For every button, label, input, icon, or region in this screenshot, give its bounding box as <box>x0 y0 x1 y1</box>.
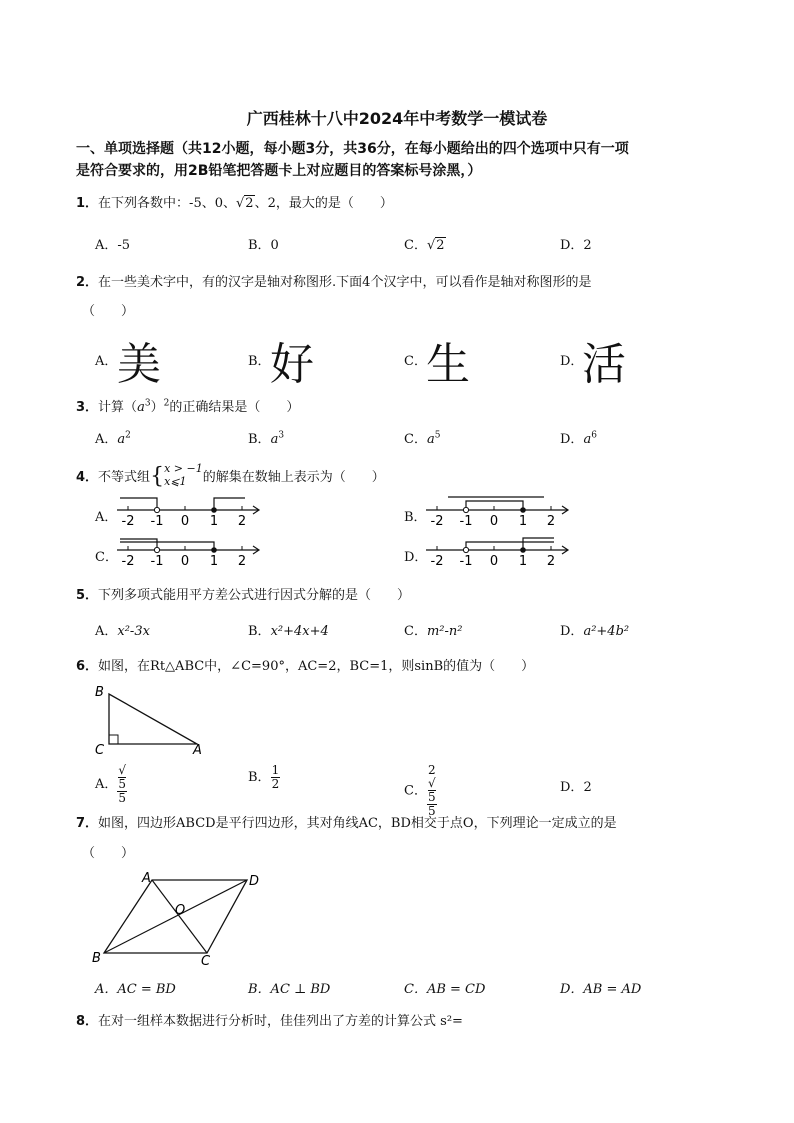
vertex-label: B <box>92 951 101 966</box>
fraction <box>271 764 281 791</box>
variable: a <box>426 432 435 447</box>
vertex-label: C <box>95 743 105 758</box>
q5-option-a[interactable] <box>95 620 150 639</box>
q1-option-c[interactable]: C．√2 <box>404 238 445 253</box>
q4-number-line-a[interactable] <box>115 494 265 528</box>
variable: a <box>117 432 126 447</box>
question-text: 计算（ <box>98 400 138 415</box>
question-2 <box>76 271 591 290</box>
tick-label: 0 <box>180 514 190 528</box>
center-label: O <box>175 903 186 918</box>
tick-label: -2 <box>121 514 135 528</box>
q1-option-a[interactable]: A．-5 <box>95 238 131 253</box>
system-brace: { <box>150 464 165 489</box>
q4-option-b-label[interactable]: B． <box>404 510 427 525</box>
question-number: 8． <box>76 1014 99 1029</box>
exponent: 3 <box>144 398 151 409</box>
q6-option-b[interactable] <box>248 764 280 791</box>
option-label: D． <box>560 432 584 447</box>
chinese-character: 生 <box>426 339 470 390</box>
exponent: 2 <box>163 398 170 409</box>
q1-option-d[interactable]: D．2 <box>560 238 592 253</box>
option-label: D． <box>560 624 584 639</box>
section-heading-line2: 是符合要求的，用2B铅笔把答题卡上对应题目的答案标号涂黑，） <box>76 163 482 179</box>
option-label: B． <box>248 432 271 447</box>
question-number: 5． <box>76 588 99 603</box>
q3-option-a[interactable] <box>95 428 131 447</box>
tick-label: -2 <box>121 554 135 568</box>
tick-label: 2 <box>237 554 247 568</box>
option-label: B． <box>248 354 271 369</box>
radicand: 5 <box>118 777 127 791</box>
option-label: C． <box>404 624 427 639</box>
option-label: C． <box>404 783 427 799</box>
exponent: 5 <box>434 430 441 441</box>
question-6 <box>76 655 534 674</box>
question-number: 3． <box>76 400 99 415</box>
question-5 <box>76 584 410 603</box>
question-3 <box>76 396 299 415</box>
tick-label: 2 <box>546 514 556 528</box>
option-label: B． <box>248 770 271 785</box>
question-number: 1． <box>76 196 99 211</box>
q4-option-d-label[interactable]: D． <box>404 550 428 565</box>
tick-label: 0 <box>489 554 499 568</box>
option-label: A． <box>95 432 118 447</box>
section-heading-line1: 一、单项选择题（共12小题，每小题3分，共36分，在每小题给出的四个选项中只有一项 <box>76 141 629 157</box>
q7-option-d[interactable]: D．AB = AD <box>560 982 642 997</box>
option-label: A． <box>95 354 118 369</box>
numerator: 1 <box>271 763 280 777</box>
tick-label: 2 <box>546 554 556 568</box>
page-title: 广西桂林十八中2024年中考数学一模试卷 <box>246 109 548 128</box>
tick-label: -2 <box>430 554 444 568</box>
vertex-label: B <box>95 685 104 700</box>
tick-label: 1 <box>209 554 219 568</box>
question-text: 不等式组 <box>98 470 151 485</box>
q3-option-c[interactable] <box>404 428 440 447</box>
vertex-label: A <box>142 871 151 886</box>
q4-option-a-label[interactable]: A． <box>95 510 118 525</box>
q2-option-b[interactable] <box>248 339 314 390</box>
q5-option-d[interactable] <box>560 620 629 639</box>
option-label: D． <box>560 780 584 795</box>
numerator: √ 5 <box>118 763 127 791</box>
chinese-character: 活 <box>582 339 626 390</box>
denominator: 2 <box>271 777 280 791</box>
option-expression: a²+4b² <box>583 624 630 639</box>
tick-label: -1 <box>459 554 473 568</box>
inequality-1: x > −1 <box>164 461 203 475</box>
question-text: 如图，四边形ABCD是平行四边形，其对角线AC，BD相交于点O，下列理论一定成立的是 <box>98 816 617 831</box>
q2-option-a[interactable] <box>95 339 161 390</box>
radicand: 2 <box>436 238 445 253</box>
q7-parallelogram-figure <box>90 868 270 970</box>
tick-label: 0 <box>180 554 190 568</box>
exponent: 2 <box>125 430 131 441</box>
q7-option-a[interactable]: A．AC = BD <box>95 982 176 997</box>
option-label: A． <box>95 777 118 792</box>
vertex-label: C <box>201 954 211 969</box>
tick-label: 1 <box>518 554 528 568</box>
q3-option-b[interactable] <box>248 428 284 447</box>
question-text: 在对一组样本数据进行分析时，佳佳列出了方差的计算公式 s²= <box>98 1014 463 1029</box>
question-number: 7． <box>76 816 99 831</box>
question-text-end: 的正确结果是（ ） <box>169 400 300 415</box>
q6-option-c[interactable] <box>404 764 437 818</box>
variable: a <box>137 400 145 415</box>
numerator: 2 √ 5 <box>427 763 436 804</box>
tick-label: -1 <box>459 514 473 528</box>
question-1: 1．在下列各数中：-5、0、√2、2，最大的是（ ） <box>76 196 393 211</box>
chinese-character: 美 <box>117 339 161 390</box>
option-label: C． <box>404 238 427 253</box>
vertex-label: A <box>193 743 202 758</box>
tick-label: -1 <box>150 554 164 568</box>
q7-option-b[interactable]: B．AC ⊥ BD <box>248 982 331 997</box>
question-number: 2． <box>76 275 99 290</box>
tick-label: 2 <box>237 514 247 528</box>
denominator: 5 <box>118 791 127 805</box>
option-label: B． <box>248 624 271 639</box>
option-value: 2 <box>583 780 592 795</box>
question-text: 下列多项式能用平方差公式进行因式分解的是（ ） <box>98 588 411 603</box>
fraction <box>427 764 437 818</box>
q4-number-line-d[interactable] <box>424 534 574 568</box>
option-label: C． <box>404 432 427 447</box>
q4-number-line-b[interactable] <box>424 494 574 528</box>
question-number: 6． <box>76 659 99 674</box>
q1-option-b[interactable]: B．0 <box>248 238 279 253</box>
question-number: 4． <box>76 470 99 485</box>
question-text: 在一些美术字中，有的汉字是轴对称图形.下面4个汉字中，可以看作是轴对称图形的是 <box>98 275 592 290</box>
option-label: C． <box>404 354 427 369</box>
coefficient: 2 <box>427 763 436 777</box>
vertex-label: D <box>249 874 260 889</box>
chinese-character: 好 <box>270 339 314 390</box>
inequality-system <box>164 462 203 488</box>
q6-option-a[interactable] <box>95 764 127 805</box>
question-text-end: 、2，最大的是（ ） <box>254 196 393 211</box>
tick-label: 0 <box>489 514 499 528</box>
q6-triangle-figure <box>92 682 208 758</box>
question-7 <box>76 812 617 831</box>
denominator: 5 <box>427 804 436 818</box>
tick-label: 1 <box>209 514 219 528</box>
q5-option-c[interactable] <box>404 620 462 639</box>
answer-paren: （ ） <box>82 846 135 861</box>
tick-label: -1 <box>150 514 164 528</box>
paren-close: ） <box>150 400 164 415</box>
option-label: A． <box>95 624 118 639</box>
exponent: 3 <box>278 430 285 441</box>
option-expression: m²-n² <box>426 624 463 639</box>
q3-option-d[interactable] <box>560 428 597 447</box>
q4-number-line-c[interactable] <box>115 534 265 568</box>
variable: a <box>270 432 279 447</box>
q5-option-b[interactable] <box>248 620 329 639</box>
tick-label: -2 <box>430 514 444 528</box>
q4-option-c-label[interactable]: C． <box>95 550 118 565</box>
q2-option-c[interactable] <box>404 339 470 390</box>
question-8 <box>76 1010 463 1029</box>
exponent: 6 <box>591 430 597 441</box>
fraction <box>117 764 127 805</box>
q7-option-c[interactable]: C．AB = CD <box>404 982 486 997</box>
question-text: 在下列各数中：-5、0、 <box>98 196 236 211</box>
radicand: 5 <box>427 790 436 804</box>
inequality-2: x⩽1 <box>164 474 187 488</box>
question-text-end: 的解集在数轴上表示为（ ） <box>202 470 385 485</box>
variable: a <box>583 432 592 447</box>
answer-paren: （ ） <box>82 304 135 319</box>
question-4 <box>76 462 385 491</box>
option-label: D． <box>560 354 584 369</box>
tick-label: 1 <box>518 514 528 528</box>
option-expression: x²+4x+4 <box>270 624 329 639</box>
option-expression: x²-3x <box>117 624 150 639</box>
radicand: 2 <box>245 196 254 211</box>
q6-option-d[interactable] <box>560 776 592 795</box>
question-text: 如图，在Rt△ABC中，∠C=90°，AC=2，BC=1，则sinB的值为（ ） <box>98 659 535 674</box>
q2-option-d[interactable] <box>560 339 626 390</box>
